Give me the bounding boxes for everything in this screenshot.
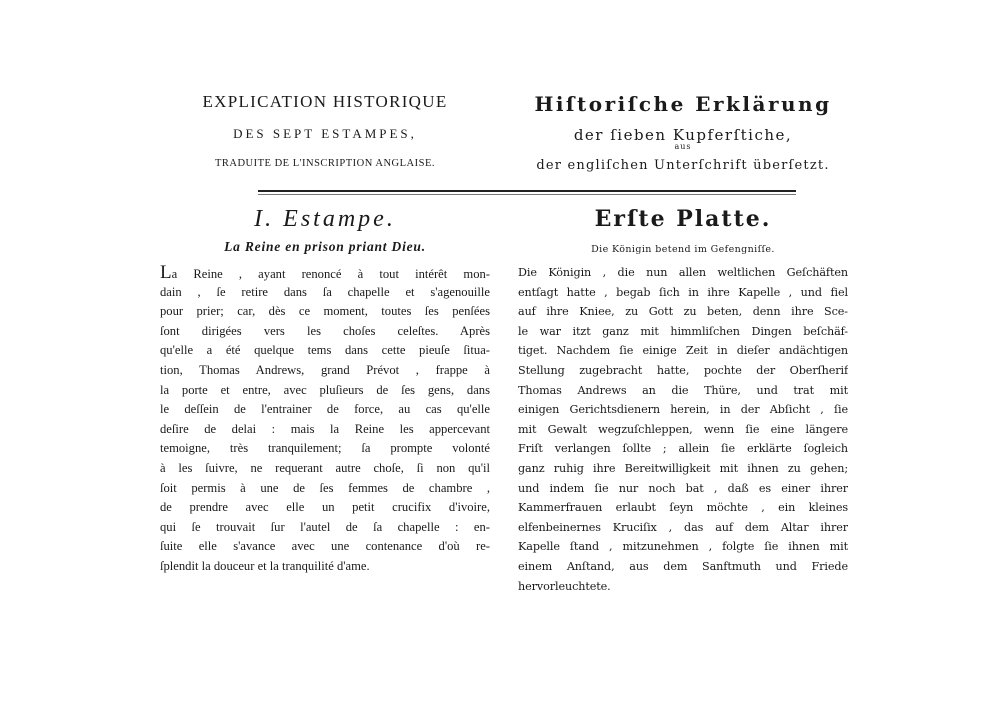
german-line: Thomas Andrews an die Thüre, und trat mit	[518, 383, 848, 397]
german-line: auf ihre Kniee, zu Gott zu beten, denn ihre Sce-	[518, 305, 848, 319]
german-line: ganz ruhig ihre Bereitwilligkeit mit ihnen zu gehen;	[518, 461, 848, 475]
french-plate-title: I. Estampe.	[254, 206, 396, 232]
french-drop-letter: L	[160, 263, 172, 283]
french-line: tion, Thomas Andrews, grand Prévot , frappe à	[160, 362, 490, 377]
german-line: Friſt verlangen ſollte ; allein ſie erklärte ſogleich	[518, 442, 848, 456]
french-line: la porte et entre, avec pluſieurs de ſes gens, dans	[160, 382, 490, 397]
german-translation-note: der engliſchen Unterſchrift überſetzt.	[536, 158, 830, 173]
german-line: Kapelle ſtand , mitzunehmen , folgte ſie ihnen mit	[518, 540, 848, 554]
german-title: Hiſtoriſche Erklärung	[534, 92, 832, 116]
french-line: ſont dirigées vers les choſes celeſtes. Après	[160, 323, 490, 338]
german-line: mit Gewalt wegzuſchleppen, wenn ſie eine längere	[518, 422, 848, 436]
german-aus: aus	[674, 142, 692, 151]
header-divider	[258, 190, 796, 192]
french-line: deſire de delai : mais la Reine les appercevant	[160, 421, 490, 436]
french-line: qu'elle a été quelque tems dans cette pieuſe ſitua-	[160, 343, 490, 358]
german-line: Kammerfrauen erlaubt ſeyn möchte , ein kleines	[518, 501, 848, 515]
german-line: einem Anſtand, aus dem Sanftmuth und Friede	[518, 559, 848, 573]
french-body	[160, 263, 490, 577]
german-line: entſagt hatte , begab ſich in ihre Kapelle , und fiel	[518, 285, 848, 299]
german-line: Die Königin , die nun allen weltlichen Geſchäften	[518, 266, 848, 279]
french-line-1: La Reine , ayant renoncé à tout intérêt mon-	[160, 263, 490, 283]
german-line: tiget. Nachdem ſie einige Zeit in dieſer andächtigen	[518, 344, 848, 358]
french-line: temoigne, très tranquilement; ſa prompte volonté	[160, 441, 490, 456]
german-line: hervorleuchtete.	[518, 579, 611, 593]
german-line: und indem ſie nur noch bat , daß es einer ihrer	[518, 481, 848, 495]
french-line: à les ſuivre, ne requerant autre choſe, ſi non qu'il	[160, 460, 490, 475]
german-plate-caption: Die Königin betend im Gefengniſſe.	[591, 244, 775, 255]
french-line: ſplendit la douceur et la tranquilité d'ame.	[160, 558, 370, 573]
french-line: dain , ſe retire dans ſa chapelle et s'agenouille	[160, 284, 490, 299]
french-line: qui ſe trouvait ſur l'autel de ſa chapelle : en-	[160, 519, 490, 534]
french-line: pour prier; car, dès ce moment, toutes ſes penſées	[160, 304, 490, 319]
german-plate-title: Erſte Platte.	[594, 206, 772, 232]
french-plate-caption: La Reine en prison priant Dieu.	[224, 239, 426, 254]
german-line: elfenbeinernes Kruciſix , das auf dem Altar ihrer	[518, 520, 848, 534]
french-subtitle: DES SEPT ESTAMPES,	[233, 126, 417, 141]
german-line: einigen Gerichtsdienern herein, in der Abſicht , ſie	[518, 403, 848, 417]
french-line: ſoit permis à une de ſes femmes de chambre ,	[160, 480, 490, 495]
french-line: le deſſein de l'entrainer de force, au cas qu'elle	[160, 402, 490, 417]
german-line: Stellung zugebracht hatte, pochte der Oberſherif	[518, 363, 848, 377]
german-subtitle: der ſieben Kupferſtiche,	[573, 126, 793, 144]
french-line: de prendre avec elle un petit crucifix d'ivoire,	[160, 500, 490, 515]
french-line: ſuite elle s'avance avec une contenance d'où re-	[160, 539, 490, 554]
french-translation-note: TRADUITE DE L'INSCRIPTION ANGLAISE.	[214, 158, 436, 169]
german-body	[518, 263, 848, 596]
header-divider-thin	[258, 194, 796, 195]
french-title: EXPLICATION HISTORIQUE	[202, 92, 448, 111]
german-line: le war itzt ganz mit himmliſchen Dingen beſchäf-	[518, 324, 848, 338]
